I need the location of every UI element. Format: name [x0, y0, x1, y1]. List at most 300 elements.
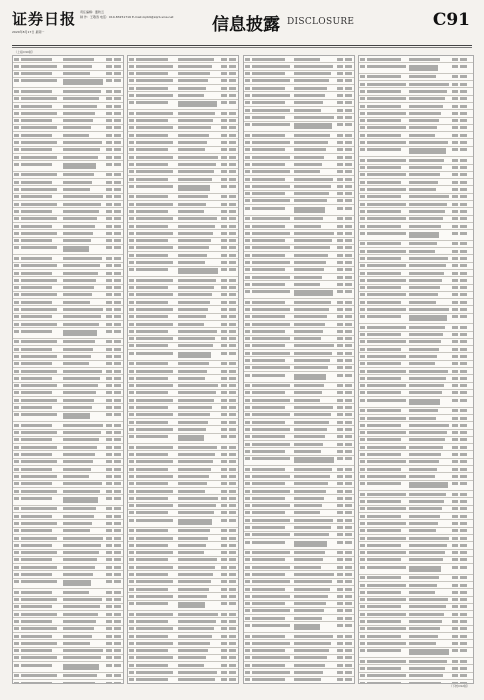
table-cell — [14, 656, 19, 659]
table-row — [244, 183, 354, 190]
table-cell — [221, 315, 227, 318]
table-cell — [452, 370, 458, 373]
table-cell — [367, 112, 406, 115]
table-cell — [21, 65, 57, 68]
table-cell — [114, 105, 121, 108]
table-row — [359, 314, 473, 325]
table-cell — [229, 391, 236, 394]
table-cell — [229, 112, 236, 115]
table-cell — [129, 537, 134, 540]
table-row — [13, 238, 123, 245]
table-column-4 — [358, 55, 474, 684]
table-row — [13, 513, 123, 520]
table-cell — [21, 293, 57, 296]
table-cell — [114, 72, 121, 75]
table-cell — [63, 438, 99, 441]
table-row — [359, 542, 473, 549]
table-cell — [252, 504, 290, 507]
table-cell — [21, 301, 52, 304]
table-cell — [337, 443, 343, 446]
table-cell — [409, 65, 438, 71]
masthead — [12, 8, 472, 44]
table-row — [244, 78, 354, 85]
table-row — [244, 71, 354, 78]
table-cell — [409, 507, 442, 510]
table-cell — [106, 163, 112, 166]
table-row — [128, 245, 238, 252]
table-cell — [221, 101, 227, 104]
table-cell — [114, 58, 121, 61]
table-cell — [129, 421, 134, 424]
table-cell — [460, 558, 467, 561]
table-cell — [367, 340, 406, 343]
table-row — [244, 532, 354, 539]
table-cell — [221, 588, 227, 591]
table-cell — [360, 370, 365, 373]
table-cell — [337, 79, 343, 82]
table-row — [13, 361, 123, 368]
table-cell — [345, 225, 352, 228]
table-cell — [245, 178, 250, 181]
table-cell — [63, 635, 92, 638]
table-cell — [106, 340, 112, 343]
table-cell — [245, 526, 250, 529]
table-cell — [136, 308, 173, 311]
table-cell — [452, 119, 458, 122]
table-row — [13, 481, 123, 488]
table-row — [13, 208, 123, 215]
table-cell — [63, 413, 90, 419]
table-cell — [345, 109, 352, 112]
table-cell — [452, 660, 458, 663]
table-cell — [337, 504, 343, 507]
table-cell — [337, 185, 343, 188]
table-cell — [229, 315, 236, 318]
table-cell — [460, 544, 467, 547]
table-cell — [21, 134, 52, 137]
table-cell — [252, 65, 290, 68]
table-cell — [129, 119, 134, 122]
table-row — [128, 223, 238, 230]
table-cell — [294, 443, 323, 446]
table-row — [13, 375, 123, 382]
table-cell — [229, 475, 236, 478]
table-cell — [252, 268, 285, 271]
table-row — [359, 597, 473, 604]
table-column-2 — [127, 55, 239, 684]
table-cell — [14, 497, 19, 500]
table-row — [13, 495, 123, 506]
table-cell — [367, 446, 406, 449]
table-cell — [129, 453, 134, 456]
table-cell — [221, 170, 227, 173]
table-cell — [114, 362, 121, 365]
table-cell — [114, 674, 121, 677]
table-cell — [245, 664, 250, 667]
table-cell — [409, 605, 446, 608]
table-cell — [129, 65, 134, 68]
table-cell — [452, 348, 458, 351]
table-cell — [337, 72, 343, 75]
table-cell — [337, 199, 343, 202]
table-cell — [114, 682, 121, 684]
table-row — [244, 524, 354, 531]
table-cell — [178, 620, 216, 623]
table-cell — [21, 642, 57, 645]
table-cell — [360, 166, 365, 169]
table-cell — [136, 94, 173, 97]
table-cell — [106, 468, 112, 471]
table-cell — [367, 217, 406, 220]
table-cell — [21, 257, 52, 260]
table-row — [13, 139, 123, 146]
table-cell — [63, 391, 96, 394]
table-cell — [360, 660, 365, 663]
table-cell — [178, 664, 204, 667]
table-cell — [14, 112, 19, 115]
table-row — [359, 361, 473, 368]
table-row — [13, 314, 123, 321]
table-row — [13, 255, 123, 262]
table-cell — [21, 126, 57, 129]
table-cell — [221, 620, 227, 623]
table-cell — [129, 529, 134, 532]
table-row — [244, 662, 354, 669]
table-row — [128, 314, 238, 321]
table-row — [128, 100, 238, 111]
table-cell — [460, 384, 467, 387]
table-cell — [245, 232, 250, 235]
table-cell — [178, 413, 210, 416]
table-cell — [460, 475, 467, 478]
table-cell — [337, 261, 343, 264]
table-cell — [460, 195, 467, 198]
table-cell — [136, 566, 173, 569]
table-cell — [136, 225, 168, 228]
table-cell — [114, 649, 121, 652]
table-cell — [178, 421, 208, 424]
table-cell — [106, 507, 112, 510]
table-cell — [294, 156, 324, 159]
table-cell — [229, 72, 236, 75]
table-cell — [452, 355, 458, 358]
table-cell — [252, 352, 290, 355]
table-cell — [360, 195, 365, 198]
table-cell — [460, 362, 467, 365]
table-row — [244, 169, 354, 176]
table-cell — [367, 203, 406, 206]
table-cell — [245, 602, 250, 605]
table-cell — [337, 566, 343, 569]
table-cell — [294, 511, 320, 514]
table-cell — [178, 225, 215, 228]
table-cell — [14, 413, 19, 416]
table-cell — [367, 293, 406, 296]
table-cell — [106, 112, 112, 115]
table-cell — [360, 159, 365, 162]
table-cell — [337, 450, 343, 453]
table-row — [13, 63, 123, 70]
table-row — [359, 550, 473, 557]
table-cell — [129, 362, 134, 365]
table-cell — [367, 148, 401, 151]
table-row — [359, 422, 473, 429]
table-cell — [106, 627, 112, 630]
table-row — [128, 390, 238, 397]
table-row — [244, 245, 354, 252]
table-cell — [360, 148, 365, 151]
table-cell — [14, 573, 19, 576]
table-row — [128, 299, 238, 306]
table-cell — [229, 435, 236, 438]
table-cell — [129, 112, 134, 115]
table-cell — [21, 323, 57, 326]
table-row — [13, 306, 123, 313]
table-cell — [294, 246, 330, 249]
table-cell — [360, 551, 365, 554]
table-cell — [452, 148, 458, 151]
table-cell — [294, 573, 334, 576]
table-cell — [252, 391, 285, 394]
table-cell — [367, 272, 401, 275]
table-cell — [21, 598, 57, 601]
table-cell — [21, 232, 57, 235]
table-cell — [221, 79, 227, 82]
table-cell — [114, 355, 121, 358]
table-cell — [229, 239, 236, 242]
table-cell — [63, 217, 97, 220]
table-cell — [345, 573, 352, 576]
table-cell — [221, 148, 227, 151]
table-cell — [345, 315, 352, 318]
table-cell — [360, 468, 365, 471]
table-cell — [21, 370, 57, 373]
table-cell — [63, 446, 97, 449]
table-cell — [409, 468, 437, 471]
table-cell — [21, 330, 52, 333]
table-cell — [221, 126, 227, 129]
table-cell — [136, 664, 168, 667]
table-cell — [129, 254, 134, 257]
table-cell — [178, 119, 213, 122]
table-cell — [136, 217, 173, 220]
table-cell — [229, 421, 236, 424]
table-cell — [345, 526, 352, 529]
table-cell — [409, 362, 435, 365]
table-cell — [114, 468, 121, 471]
table-cell — [345, 254, 352, 257]
table-row — [244, 122, 354, 133]
table-cell — [136, 261, 173, 264]
table-cell — [452, 257, 458, 260]
table-cell — [106, 399, 112, 402]
table-cell — [106, 580, 112, 583]
table-cell — [345, 148, 352, 151]
table-cell — [136, 537, 173, 540]
table-cell — [367, 424, 401, 427]
table-cell — [221, 453, 227, 456]
table-cell — [409, 598, 448, 601]
table-cell — [409, 370, 448, 373]
table-cell — [63, 370, 102, 373]
table-cell — [252, 595, 290, 598]
table-cell — [136, 72, 168, 75]
table-cell — [252, 609, 290, 612]
table-row — [244, 579, 354, 586]
table-cell — [229, 384, 236, 387]
table-cell — [106, 370, 112, 373]
table-row — [244, 481, 354, 488]
table-row — [13, 339, 123, 346]
table-cell — [252, 148, 285, 151]
table-row — [359, 255, 473, 262]
table-cell — [136, 268, 168, 271]
table-cell — [63, 141, 102, 144]
table-row — [13, 292, 123, 299]
table-cell — [229, 362, 236, 365]
table-row — [359, 201, 473, 208]
table-cell — [221, 537, 227, 540]
table-cell — [452, 377, 458, 380]
table-cell — [21, 119, 52, 122]
table-cell — [252, 72, 285, 75]
table-cell — [136, 391, 168, 394]
table-cell — [114, 620, 121, 623]
table-cell — [337, 301, 343, 304]
table-cell — [106, 348, 112, 351]
table-cell — [337, 87, 343, 90]
table-cell — [345, 588, 352, 591]
table-row — [13, 245, 123, 256]
table-row — [128, 85, 238, 92]
table-cell — [178, 529, 210, 532]
table-cell — [345, 511, 352, 514]
table-cell — [452, 409, 458, 412]
table-cell — [21, 279, 57, 282]
table-cell — [452, 424, 458, 427]
table-cell — [63, 173, 94, 176]
table-cell — [136, 613, 173, 616]
table-row — [359, 473, 473, 480]
table-cell — [367, 90, 401, 93]
table-row — [359, 451, 473, 458]
table-cell — [221, 203, 227, 206]
table-cell — [252, 642, 290, 645]
table-cell — [367, 551, 406, 554]
table-row — [244, 615, 354, 622]
table-cell — [367, 453, 401, 456]
table-cell — [367, 250, 406, 253]
table-cell — [178, 566, 215, 569]
table-cell — [337, 595, 343, 598]
table-cell — [63, 424, 103, 427]
table-cell — [106, 210, 112, 213]
table-cell — [452, 500, 458, 503]
table-cell — [229, 261, 236, 264]
table-cell — [252, 435, 285, 438]
table-cell — [229, 453, 236, 456]
page-number: C91 — [432, 10, 470, 30]
table-cell — [106, 620, 112, 623]
table-cell — [294, 123, 332, 129]
table-cell — [114, 232, 121, 235]
table-cell — [221, 217, 227, 220]
table-cell — [409, 515, 440, 518]
table-cell — [460, 446, 467, 449]
table-cell — [106, 413, 112, 416]
table-cell — [136, 301, 168, 304]
table-cell — [245, 261, 250, 264]
table-row — [128, 404, 238, 411]
table-cell — [114, 573, 121, 576]
table-cell — [63, 515, 94, 518]
table-cell — [345, 384, 352, 387]
table-cell — [21, 656, 57, 659]
table-row — [13, 321, 123, 328]
table-row — [359, 466, 473, 473]
table-cell — [129, 94, 134, 97]
table-cell — [252, 290, 290, 293]
table-cell — [360, 333, 365, 336]
table-cell — [14, 482, 19, 485]
table-cell — [452, 134, 458, 137]
table-cell — [229, 225, 236, 228]
table-cell — [360, 225, 365, 228]
table-cell — [367, 210, 401, 213]
table-cell — [63, 148, 100, 151]
table-cell — [452, 384, 458, 387]
table-cell — [252, 671, 290, 674]
table-cell — [337, 511, 343, 514]
table-cell — [360, 58, 365, 61]
table-row — [244, 456, 354, 467]
table-cell — [229, 446, 236, 449]
table-cell — [221, 308, 227, 311]
table-cell — [245, 678, 250, 681]
table-cell — [367, 173, 406, 176]
table-cell — [460, 391, 467, 394]
table-cell — [252, 457, 290, 460]
table-row — [13, 466, 123, 473]
table-cell — [360, 493, 365, 496]
table-row — [244, 267, 354, 274]
table-row — [359, 125, 473, 132]
table-cell — [367, 635, 401, 638]
table-cell — [106, 377, 112, 380]
table-cell — [106, 264, 112, 267]
table-cell — [409, 181, 438, 184]
table-cell — [367, 460, 406, 463]
table-row — [128, 459, 238, 466]
table-cell — [345, 635, 352, 638]
table-cell — [129, 210, 134, 213]
table-row — [244, 289, 354, 300]
table-cell — [452, 417, 458, 420]
table-cell — [245, 482, 250, 485]
table-cell — [252, 580, 290, 583]
table-cell — [221, 293, 227, 296]
table-cell — [21, 362, 52, 365]
table-cell — [452, 340, 458, 343]
table-cell — [178, 656, 206, 659]
table-row — [13, 662, 123, 673]
table-cell — [229, 678, 236, 681]
newspaper-logo: 证券日报 — [12, 10, 77, 28]
table-cell — [114, 370, 121, 373]
table-cell — [178, 497, 218, 500]
table-row — [13, 270, 123, 277]
table-cell — [345, 232, 352, 235]
